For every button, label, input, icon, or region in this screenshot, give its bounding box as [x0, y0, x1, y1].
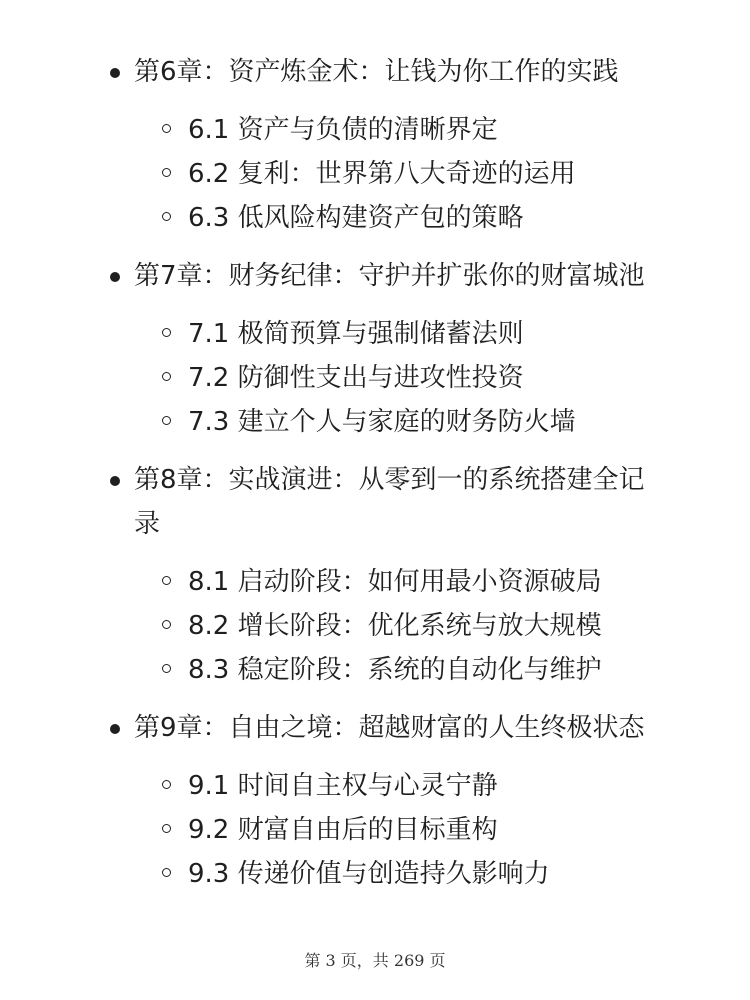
- bullet-icon: [110, 476, 120, 486]
- list-item: [0, 560, 750, 604]
- hollow-bullet-icon: [162, 124, 171, 133]
- hollow-bullet-icon: [162, 780, 171, 789]
- section-title: 9.3 传递价值与创造持久影响力: [188, 859, 550, 889]
- hollow-bullet-icon: [162, 212, 171, 221]
- section-title: 9.2 财富自由后的目标重构: [188, 815, 498, 845]
- section-title: 6.3 低风险构建资产包的策略: [188, 203, 524, 233]
- hollow-bullet-icon: [162, 620, 171, 629]
- section-title: 9.1 时间自主权与心灵宁静: [188, 771, 498, 801]
- chapter-heading: [0, 50, 750, 94]
- bullet-icon: [110, 724, 120, 734]
- bullet-icon: [110, 272, 120, 282]
- table-of-contents: [0, 50, 750, 910]
- list-item: [0, 196, 750, 240]
- list-item: [0, 604, 750, 648]
- list-item: [0, 400, 750, 444]
- hollow-bullet-icon: [162, 416, 171, 425]
- list-item: [0, 852, 750, 896]
- section-title: 6.1 资产与负债的清晰界定: [188, 115, 498, 145]
- section-list: [0, 560, 750, 692]
- hollow-bullet-icon: [162, 868, 171, 877]
- hollow-bullet-icon: [162, 168, 171, 177]
- hollow-bullet-icon: [162, 824, 171, 833]
- chapter-title: 第7章：财务纪律：守护并扩张你的财富城池: [134, 261, 645, 291]
- hollow-bullet-icon: [162, 664, 171, 673]
- section-title: 7.3 建立个人与家庭的财务防火墙: [188, 407, 576, 437]
- chapter-heading: [0, 254, 750, 298]
- bullet-icon: [110, 68, 120, 78]
- section-title: 6.2 复利：世界第八大奇迹的运用: [188, 159, 576, 189]
- section-list: [0, 108, 750, 240]
- section-title: 7.2 防御性支出与进攻性投资: [188, 363, 524, 393]
- hollow-bullet-icon: [162, 576, 171, 585]
- section-title: 8.2 增长阶段：优化系统与放大规模: [188, 611, 602, 641]
- section-list: [0, 312, 750, 444]
- list-item: [0, 648, 750, 692]
- hollow-bullet-icon: [162, 328, 171, 337]
- list-item: [0, 108, 750, 152]
- chapter-title: 第6章：资产炼金术：让钱为你工作的实践: [134, 57, 619, 87]
- list-item: [0, 764, 750, 808]
- section-title: 8.3 稳定阶段：系统的自动化与维护: [188, 655, 602, 685]
- chapter-title: 第8章：实战演进：从零到一的系统搭建全记录: [134, 465, 645, 539]
- section-title: 8.1 启动阶段：如何用最小资源破局: [188, 567, 602, 597]
- section-list: [0, 764, 750, 896]
- list-item: [0, 312, 750, 356]
- section-title: 7.1 极简预算与强制储蓄法则: [188, 319, 524, 349]
- hollow-bullet-icon: [162, 372, 171, 381]
- chapter-heading: [0, 458, 750, 546]
- page-number: 第 3 页，共 269 页: [304, 951, 446, 970]
- chapter-heading: [0, 706, 750, 750]
- list-item: [0, 152, 750, 196]
- chapter-title: 第9章：自由之境：超越财富的人生终极状态: [134, 713, 645, 743]
- list-item: [0, 808, 750, 852]
- list-item: [0, 356, 750, 400]
